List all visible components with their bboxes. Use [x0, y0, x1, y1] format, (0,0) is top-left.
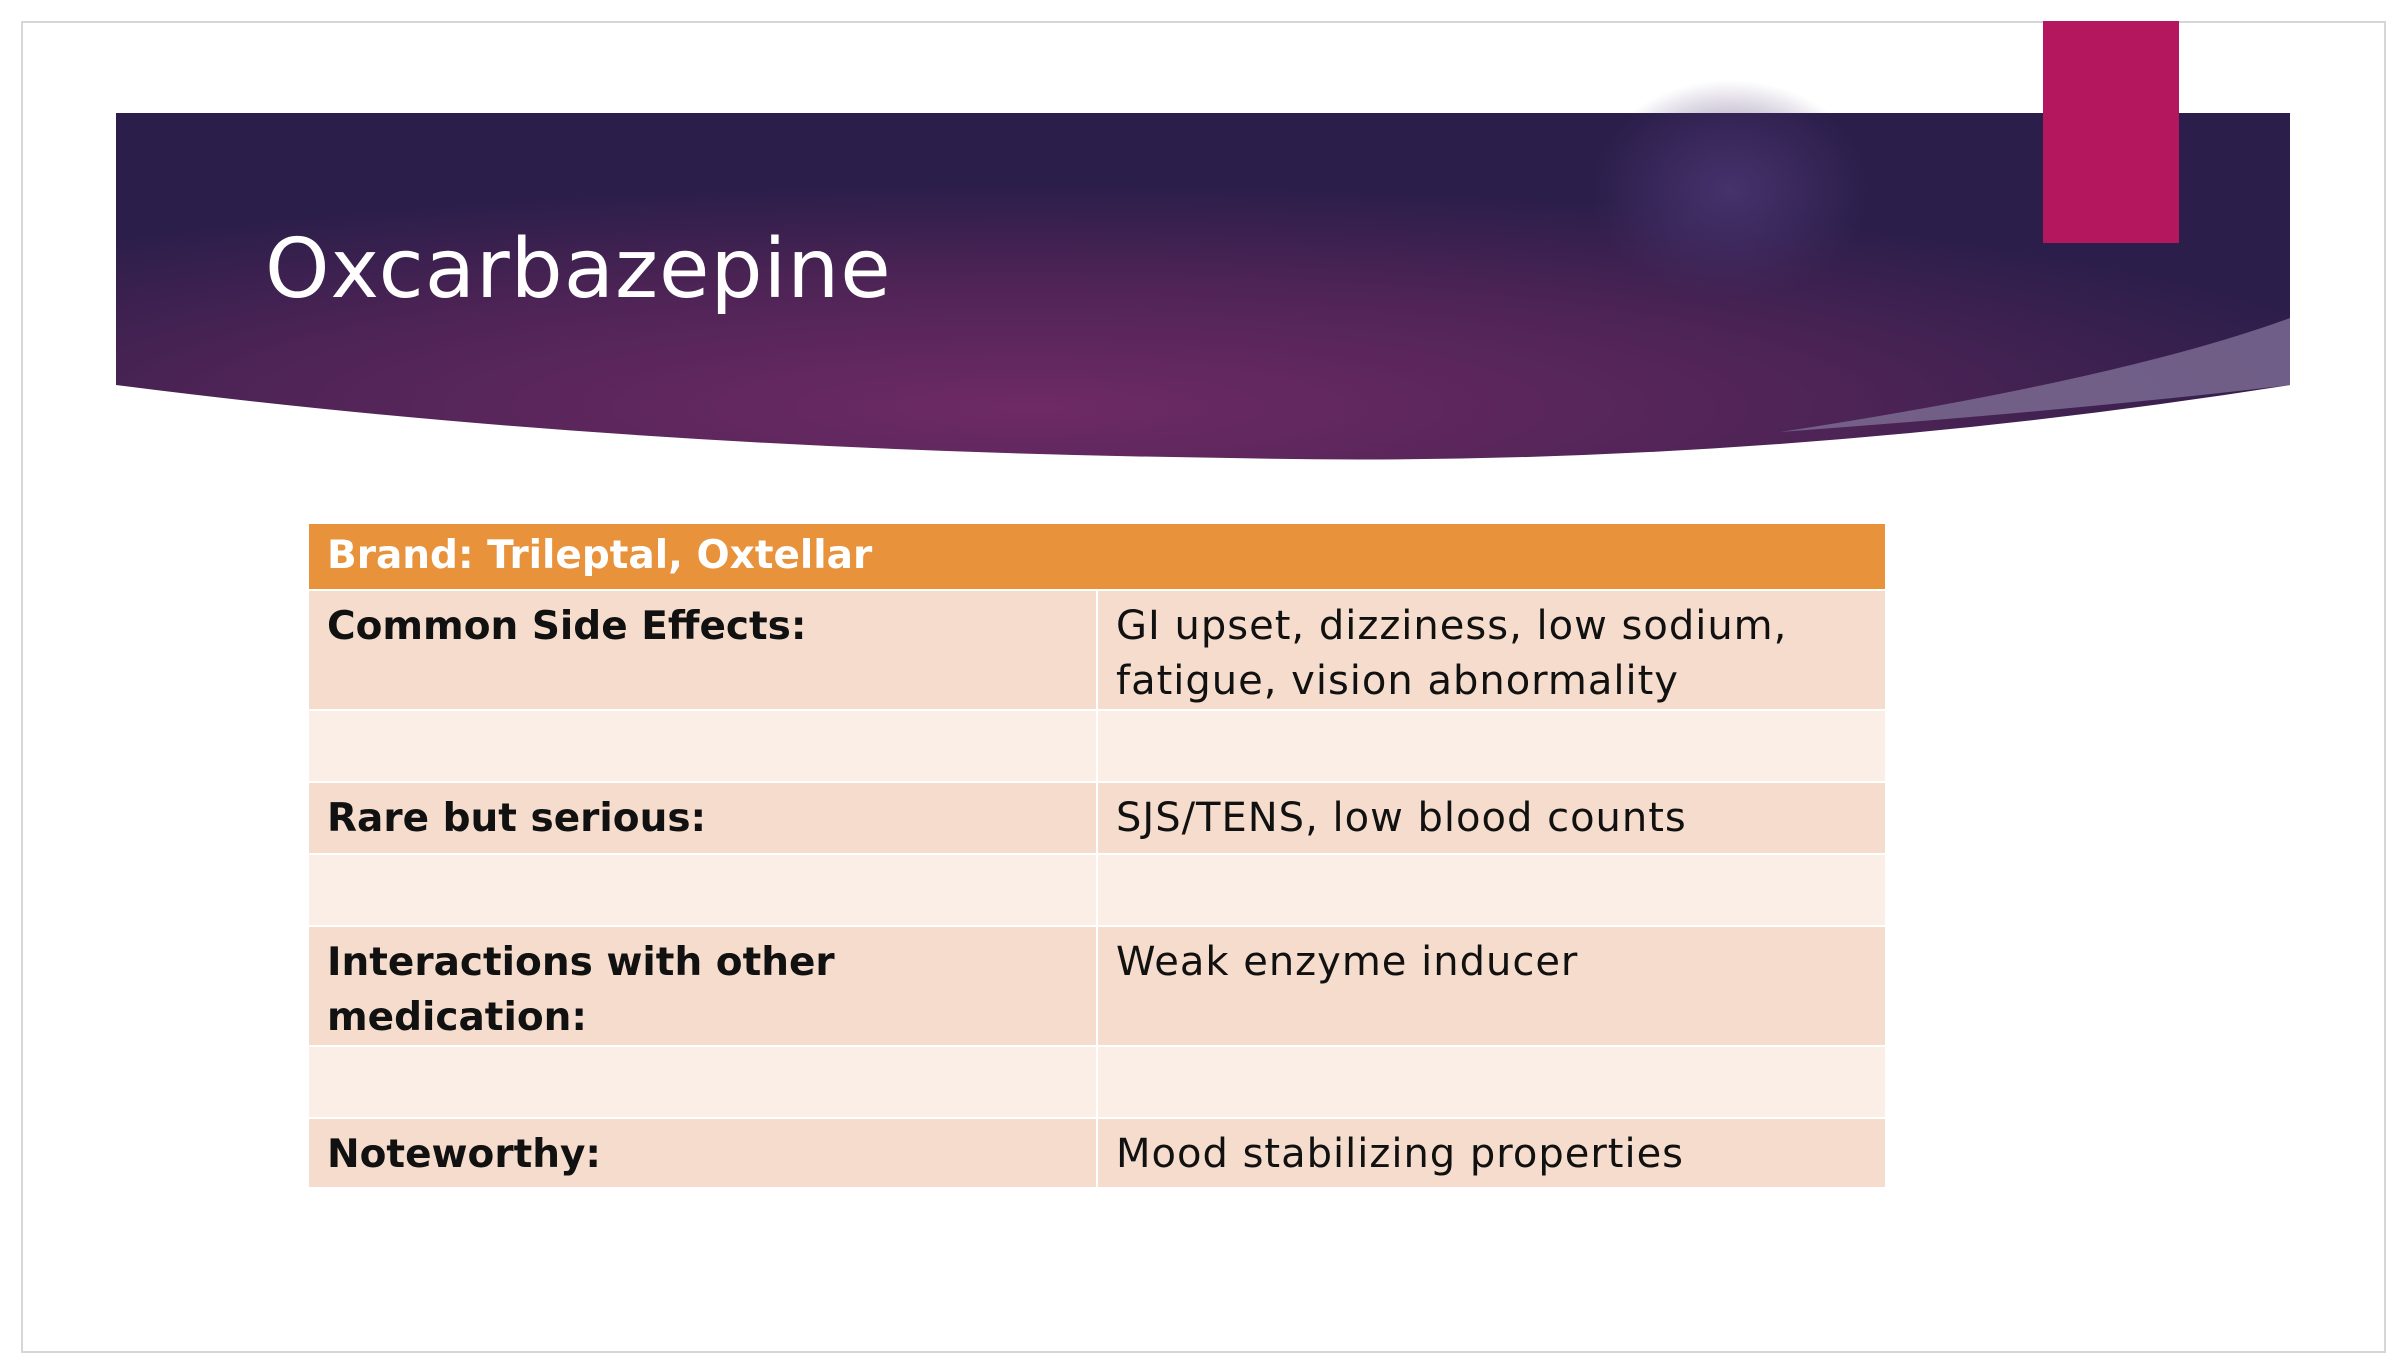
table-header-row — [309, 524, 1885, 590]
table-row — [309, 1118, 1885, 1188]
row-value: SJS/TENS, low blood counts — [1097, 782, 1885, 854]
row-label: Noteworthy: — [309, 1118, 1097, 1188]
brand-header-cell: Brand: Trileptal, Oxtellar — [309, 524, 1885, 590]
row-label — [309, 1046, 1097, 1118]
table-row — [309, 854, 1885, 926]
row-label: Common Side Effects: — [309, 590, 1097, 710]
row-label: Interactions with other medication: — [309, 926, 1097, 1046]
slide-title: Oxcarbazepine — [265, 222, 892, 317]
accent-tab — [2043, 21, 2179, 243]
drug-info-table — [309, 524, 1885, 1189]
table-row — [309, 926, 1885, 1046]
row-label — [309, 854, 1097, 926]
row-value — [1097, 710, 1885, 782]
row-label: Rare but serious: — [309, 782, 1097, 854]
table-row — [309, 782, 1885, 854]
row-value: GI upset, dizziness, low sodium, fatigue, vision abnormality — [1097, 590, 1885, 710]
row-label — [309, 710, 1097, 782]
banner-glow — [1590, 80, 1870, 300]
table-row — [309, 590, 1885, 710]
row-value: Weak enzyme inducer — [1097, 926, 1885, 1046]
row-value — [1097, 1046, 1885, 1118]
table-row — [309, 1046, 1885, 1118]
row-value: Mood stabilizing properties — [1097, 1118, 1885, 1188]
row-value — [1097, 854, 1885, 926]
table-row — [309, 710, 1885, 782]
